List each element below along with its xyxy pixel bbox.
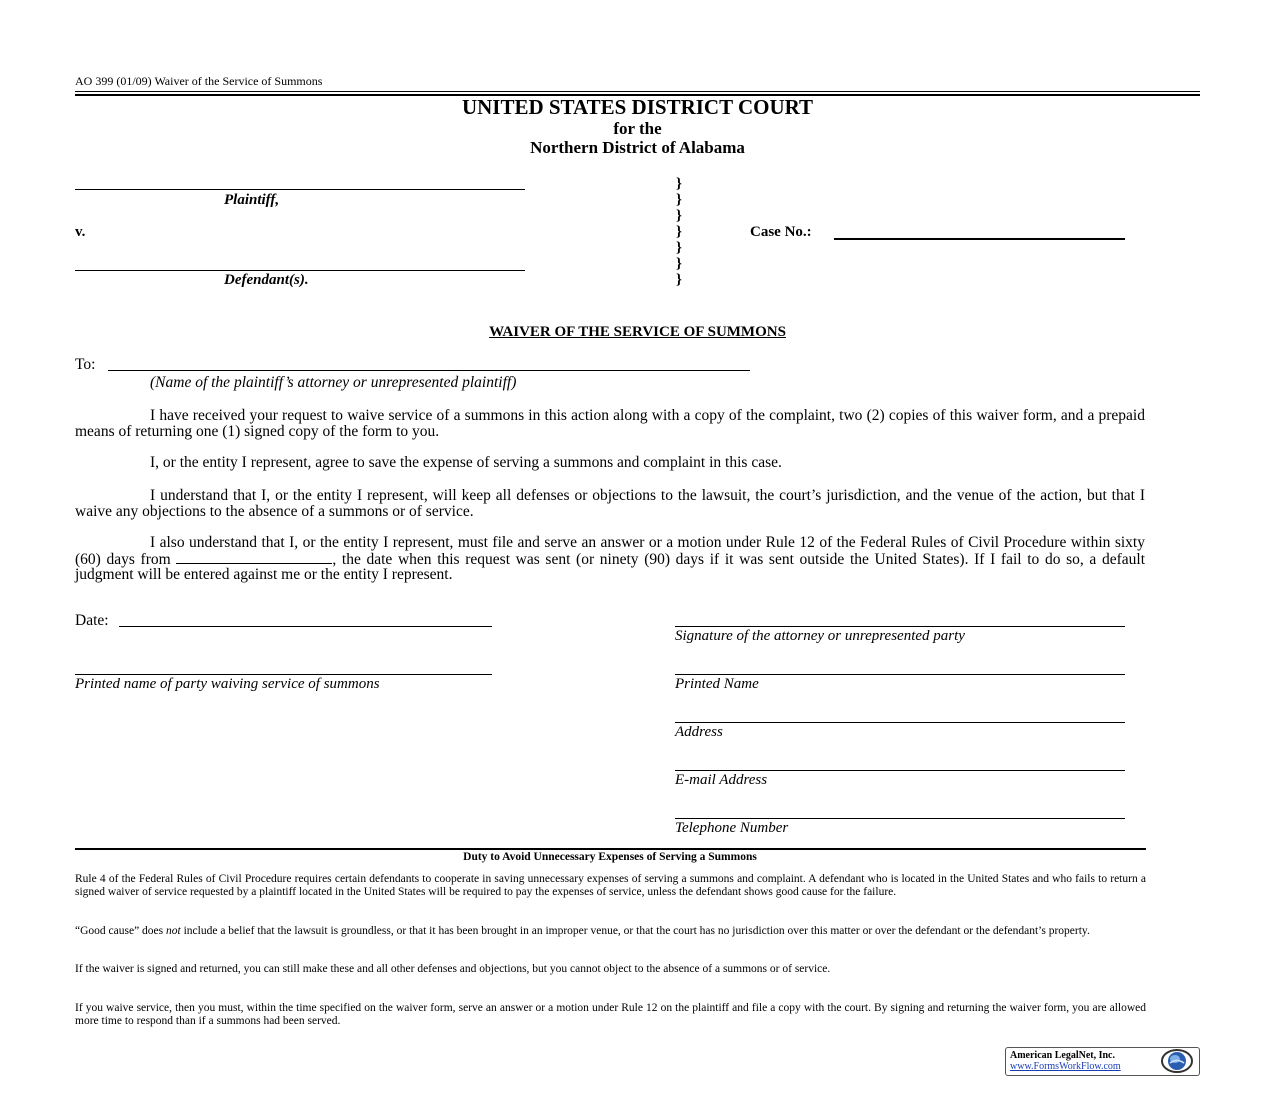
- brand-name: American LegalNet, Inc.: [1010, 1050, 1115, 1061]
- duty-paragraph-3: If the waiver is signed and returned, you can still make these and all other defenses and objections, but you cannot object to the absence of a summons or of service.: [75, 963, 831, 975]
- for-the: for the: [613, 119, 662, 138]
- brace: }: [676, 272, 682, 288]
- brace: }: [676, 208, 682, 224]
- duty-paragraph-2: [75, 925, 1146, 938]
- duty-p2-end: include a belief that the lawsuit is groundless, or that it has been brought in an improper venue, or that the court has no jurisdiction over this matter or over the defendant or the defendant’s property.: [183, 925, 1090, 937]
- defendant-line[interactable]: [75, 270, 525, 271]
- to-label: To:: [75, 356, 96, 373]
- to-field[interactable]: [108, 370, 750, 371]
- date-sent-field[interactable]: [176, 551, 332, 564]
- court-title: UNITED STATES DISTRICT COURT: [461, 95, 814, 119]
- date-field[interactable]: [119, 626, 492, 627]
- versus: v.: [75, 224, 86, 240]
- duty-paragraph-1: Rule 4 of the Federal Rules of Civil Procedure requires certain defendants to cooperate in saving unnecessary expenses of serving a summons and complaint. A defendant who is located in the United States and who fails to return a signed waiver of service requested by a plaintiff located in the United States will be required to pay the expenses of service, unless the defendant shows good cause for the failure.: [75, 873, 1146, 898]
- duty-paragraph-4: If you waive service, then you must, within the time specified on the waiver form, serve an answer or a motion under Rule 12 on the plaintiff and file a copy with the court. By signing and returning the waiver form, you are allowed more time to respond than if a summons had been served.: [75, 1002, 1146, 1027]
- case-no-field[interactable]: [834, 238, 1125, 240]
- paragraph-1: I have received your request to waive service of a summons in this action along with a copy of the complaint, two (2) copies of this waiver form, and a prepaid means of returning one (1) signed copy of the form to you.: [75, 407, 1145, 440]
- signature-line[interactable]: [675, 626, 1125, 627]
- duty-p2-start: “Good cause” does: [75, 925, 164, 937]
- address-line[interactable]: [675, 722, 1125, 723]
- waiver-title: WAIVER OF THE SERVICE OF SUMMONS: [489, 324, 786, 340]
- printed-name-label: Printed Name: [675, 676, 759, 692]
- date-label: Date:: [75, 612, 109, 629]
- form-id: AO 399 (01/09) Waiver of the Service of Summons: [75, 74, 323, 88]
- brand-url[interactable]: www.FormsWorkFlow.com: [1010, 1061, 1121, 1072]
- plaintiff-line[interactable]: [75, 189, 525, 190]
- paragraph-4: [75, 535, 1145, 583]
- printed-party-label: Printed name of party waiving service of summons: [75, 676, 380, 692]
- duty-rule: [75, 848, 1146, 850]
- printed-name-line[interactable]: [675, 674, 1125, 675]
- defendant-label: Defendant(s).: [224, 272, 309, 288]
- paragraph-3: I understand that I, or the entity I represent, will keep all defenses or objections to the lawsuit, the court’s jurisdiction, and the venue of the action, but that I waive any objections to the absence of a summons or of service.: [75, 487, 1145, 520]
- phone-label: Telephone Number: [675, 820, 789, 836]
- district: Northern District of Alabama: [530, 138, 745, 157]
- phone-line[interactable]: [675, 818, 1125, 819]
- duty-title: Duty to Avoid Unnecessary Expenses of Serving a Summons: [463, 851, 757, 863]
- paragraph-2: I, or the entity I represent, agree to save the expense of serving a summons and complaint in this case.: [150, 454, 782, 471]
- email-label: E-mail Address: [675, 772, 768, 788]
- brace: }: [676, 176, 682, 192]
- duty-p2-not: not: [166, 925, 181, 937]
- brace: }: [676, 224, 682, 240]
- address-label: Address: [675, 724, 723, 740]
- brace: }: [676, 240, 682, 256]
- plaintiff-label: Plaintiff,: [224, 192, 280, 208]
- case-no-label: Case No.:: [750, 224, 812, 240]
- to-hint: (Name of the plaintiff’s attorney or unrepresented plaintiff): [150, 374, 517, 391]
- brace: }: [676, 256, 682, 272]
- paragraph-4-end: , the date when this request was sent (or ninety (90) days if it was sent outside the United States). If I fail to do so, a default judgment will be entered against me or the entity I represent.: [75, 550, 1146, 583]
- signature-label: Signature of the attorney or unrepresented party: [675, 628, 965, 644]
- globe-icon: [1160, 1048, 1194, 1074]
- paragraph-4-start: I also understand that I, or the entity I represent, must file and serve an answer or a motion under Rule 12 of the Federal Rules of Civil Procedure within sixty (60) days from: [75, 534, 1145, 568]
- email-line[interactable]: [675, 770, 1125, 771]
- brace: }: [676, 192, 682, 208]
- printed-party-line[interactable]: [75, 674, 492, 675]
- header-rule: [75, 91, 1200, 92]
